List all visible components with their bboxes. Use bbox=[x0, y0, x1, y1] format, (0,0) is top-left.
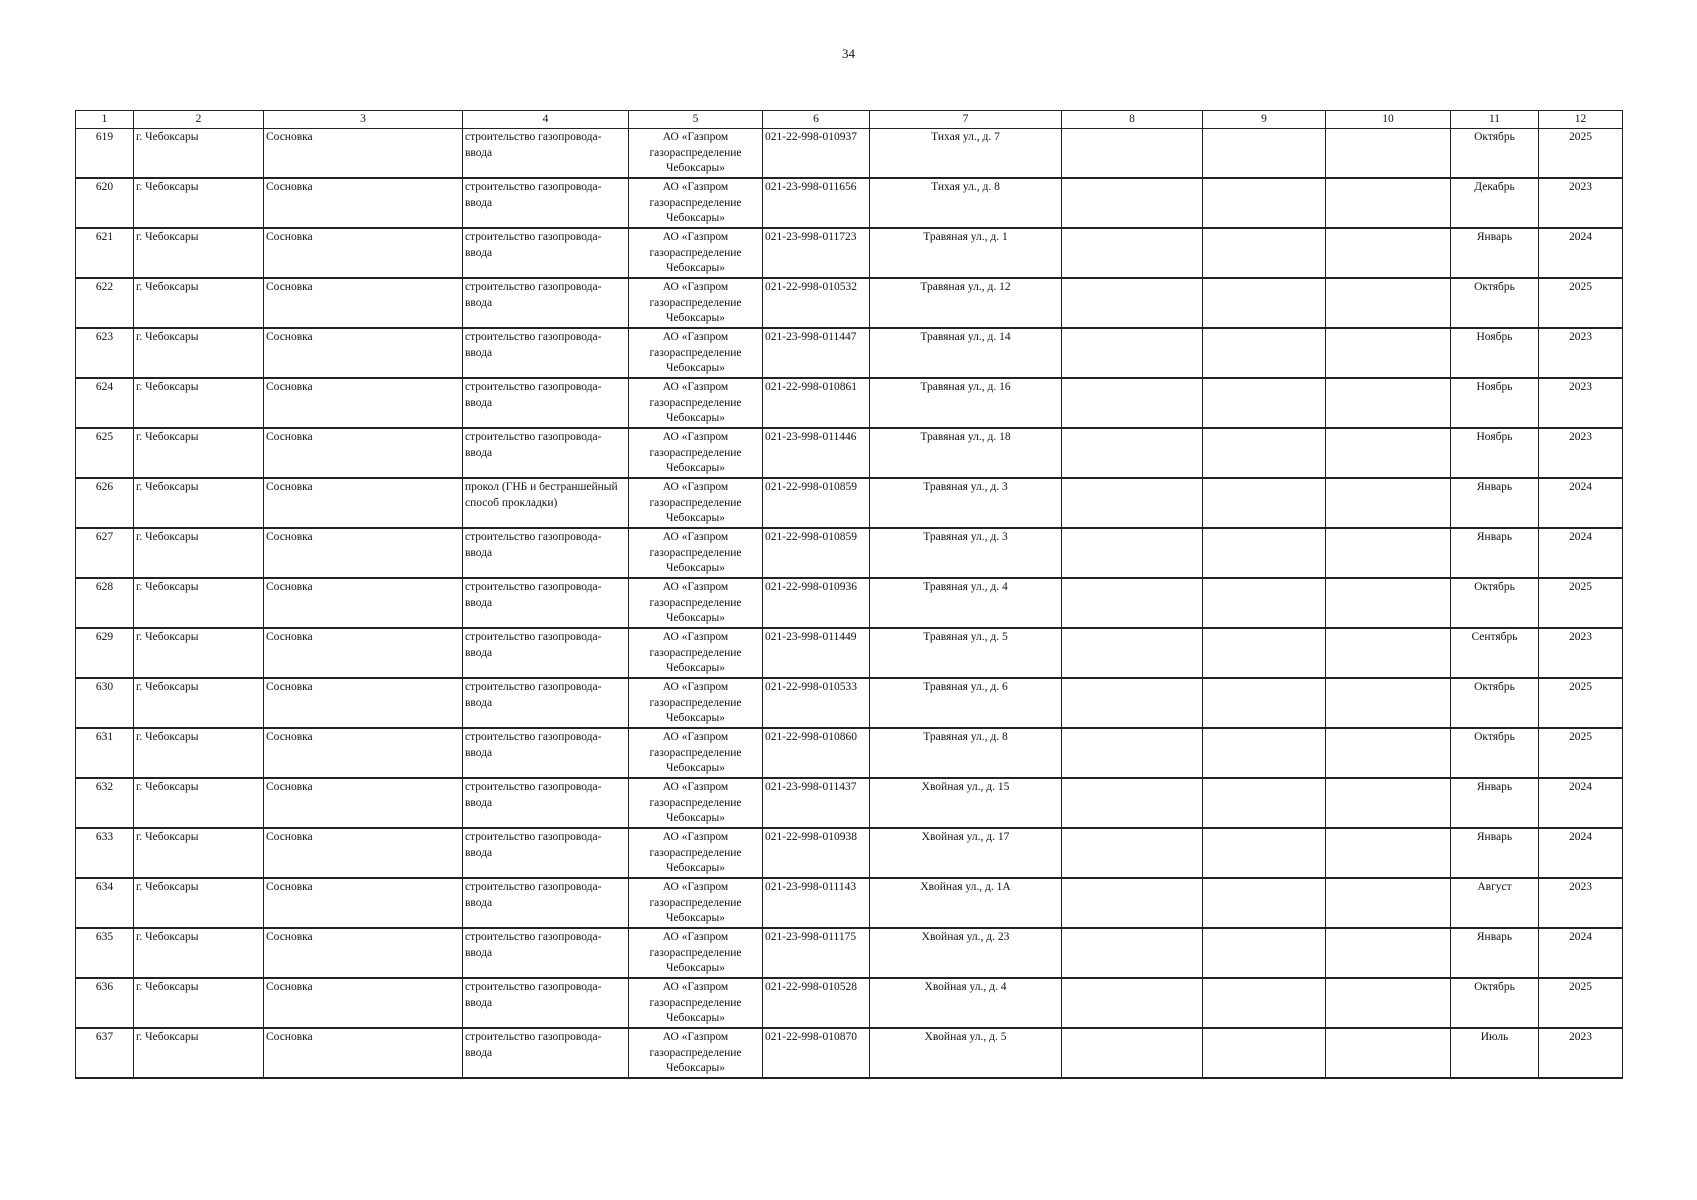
address-cell: Хвойная ул., д. 4 bbox=[870, 978, 1062, 1028]
address-cell: Травяная ул., д. 3 bbox=[870, 478, 1062, 528]
year-cell: 2025 bbox=[1539, 578, 1623, 628]
column-8-cell bbox=[1062, 928, 1203, 978]
column-8-cell bbox=[1062, 728, 1203, 778]
table-row bbox=[76, 628, 1623, 678]
city-cell: г. Чебоксары bbox=[134, 628, 264, 678]
year-cell: 2023 bbox=[1539, 328, 1623, 378]
column-8-cell bbox=[1062, 228, 1203, 278]
address-cell: Травяная ул., д. 16 bbox=[870, 378, 1062, 428]
column-10-cell bbox=[1326, 278, 1451, 328]
column-10-cell bbox=[1326, 228, 1451, 278]
city-cell: г. Чебоксары bbox=[134, 178, 264, 228]
year-cell: 2023 bbox=[1539, 378, 1623, 428]
city-cell: г. Чебоксары bbox=[134, 828, 264, 878]
row-number: 629 bbox=[76, 628, 134, 678]
table-row bbox=[76, 228, 1623, 278]
application-code-cell: 021-22-998-010870 bbox=[763, 1028, 870, 1078]
row-number: 623 bbox=[76, 328, 134, 378]
year-cell: 2023 bbox=[1539, 628, 1623, 678]
header-row bbox=[76, 111, 1623, 129]
organization-cell: АО «Газпром газораспределение Чебоксары» bbox=[629, 828, 763, 878]
row-number: 633 bbox=[76, 828, 134, 878]
organization-cell: АО «Газпром газораспределение Чебоксары» bbox=[629, 778, 763, 828]
month-cell: Январь bbox=[1451, 478, 1539, 528]
city-cell: г. Чебоксары bbox=[134, 978, 264, 1028]
column-header-5: 5 bbox=[629, 111, 763, 129]
district-cell: Сосновка bbox=[264, 978, 463, 1028]
application-code-cell: 021-22-998-010937 bbox=[763, 129, 870, 179]
organization-cell: АО «Газпром газораспределение Чебоксары» bbox=[629, 528, 763, 578]
column-header-10: 10 bbox=[1326, 111, 1451, 129]
column-header-7: 7 bbox=[870, 111, 1062, 129]
column-9-cell bbox=[1203, 628, 1326, 678]
column-8-cell bbox=[1062, 678, 1203, 728]
column-9-cell bbox=[1203, 778, 1326, 828]
district-cell: Сосновка bbox=[264, 828, 463, 878]
address-cell: Травяная ул., д. 14 bbox=[870, 328, 1062, 378]
organization-cell: АО «Газпром газораспределение Чебоксары» bbox=[629, 129, 763, 179]
year-cell: 2024 bbox=[1539, 828, 1623, 878]
column-8-cell bbox=[1062, 578, 1203, 628]
address-cell: Травяная ул., д. 6 bbox=[870, 678, 1062, 728]
table-row bbox=[76, 778, 1623, 828]
application-code-cell: 021-23-998-011437 bbox=[763, 778, 870, 828]
row-number: 630 bbox=[76, 678, 134, 728]
organization-cell: АО «Газпром газораспределение Чебоксары» bbox=[629, 328, 763, 378]
row-number: 632 bbox=[76, 778, 134, 828]
organization-cell: АО «Газпром газораспределение Чебоксары» bbox=[629, 728, 763, 778]
work-type-cell: строительство газопровода-ввода bbox=[463, 428, 629, 478]
address-cell: Травяная ул., д. 5 bbox=[870, 628, 1062, 678]
column-8-cell bbox=[1062, 628, 1203, 678]
year-cell: 2023 bbox=[1539, 178, 1623, 228]
work-type-cell: строительство газопровода-ввода bbox=[463, 628, 629, 678]
row-number: 631 bbox=[76, 728, 134, 778]
work-type-cell: строительство газопровода-ввода bbox=[463, 778, 629, 828]
address-cell: Хвойная ул., д. 5 bbox=[870, 1028, 1062, 1078]
month-cell: Июль bbox=[1451, 1028, 1539, 1078]
application-code-cell: 021-23-998-011449 bbox=[763, 628, 870, 678]
address-cell: Травяная ул., д. 8 bbox=[870, 728, 1062, 778]
column-10-cell bbox=[1326, 328, 1451, 378]
work-type-cell: строительство газопровода-ввода bbox=[463, 178, 629, 228]
table-row bbox=[76, 1028, 1623, 1078]
district-cell: Сосновка bbox=[264, 928, 463, 978]
column-10-cell bbox=[1326, 129, 1451, 179]
column-8-cell bbox=[1062, 528, 1203, 578]
column-10-cell bbox=[1326, 878, 1451, 928]
column-8-cell bbox=[1062, 1028, 1203, 1078]
district-cell: Сосновка bbox=[264, 178, 463, 228]
month-cell: Январь bbox=[1451, 528, 1539, 578]
row-number: 627 bbox=[76, 528, 134, 578]
district-cell: Сосновка bbox=[264, 678, 463, 728]
application-code-cell: 021-22-998-010936 bbox=[763, 578, 870, 628]
column-header-8: 8 bbox=[1062, 111, 1203, 129]
column-10-cell bbox=[1326, 928, 1451, 978]
organization-cell: АО «Газпром газораспределение Чебоксары» bbox=[629, 578, 763, 628]
month-cell: Ноябрь bbox=[1451, 328, 1539, 378]
application-code-cell: 021-23-998-011447 bbox=[763, 328, 870, 378]
column-header-1: 1 bbox=[76, 111, 134, 129]
column-header-2: 2 bbox=[134, 111, 264, 129]
column-8-cell bbox=[1062, 978, 1203, 1028]
row-number: 628 bbox=[76, 578, 134, 628]
work-type-cell: строительство газопровода-ввода bbox=[463, 278, 629, 328]
column-9-cell bbox=[1203, 178, 1326, 228]
month-cell: Январь bbox=[1451, 228, 1539, 278]
year-cell: 2025 bbox=[1539, 678, 1623, 728]
column-8-cell bbox=[1062, 278, 1203, 328]
address-cell: Травяная ул., д. 4 bbox=[870, 578, 1062, 628]
column-header-12: 12 bbox=[1539, 111, 1623, 129]
column-10-cell bbox=[1326, 578, 1451, 628]
district-cell: Сосновка bbox=[264, 129, 463, 179]
address-cell: Травяная ул., д. 18 bbox=[870, 428, 1062, 478]
table-body bbox=[76, 129, 1623, 1079]
row-number: 619 bbox=[76, 129, 134, 179]
work-type-cell: строительство газопровода-ввода bbox=[463, 378, 629, 428]
row-number: 621 bbox=[76, 228, 134, 278]
table-row bbox=[76, 478, 1623, 528]
district-cell: Сосновка bbox=[264, 1028, 463, 1078]
column-10-cell bbox=[1326, 978, 1451, 1028]
column-10-cell bbox=[1326, 528, 1451, 578]
column-8-cell bbox=[1062, 778, 1203, 828]
column-8-cell bbox=[1062, 478, 1203, 528]
column-9-cell bbox=[1203, 478, 1326, 528]
column-10-cell bbox=[1326, 828, 1451, 878]
row-number: 635 bbox=[76, 928, 134, 978]
month-cell: Январь bbox=[1451, 928, 1539, 978]
column-9-cell bbox=[1203, 978, 1326, 1028]
application-code-cell: 021-22-998-010860 bbox=[763, 728, 870, 778]
application-code-cell: 021-23-998-011175 bbox=[763, 928, 870, 978]
column-header-4: 4 bbox=[463, 111, 629, 129]
table-row bbox=[76, 278, 1623, 328]
address-cell: Хвойная ул., д. 1А bbox=[870, 878, 1062, 928]
organization-cell: АО «Газпром газораспределение Чебоксары» bbox=[629, 628, 763, 678]
district-cell: Сосновка bbox=[264, 378, 463, 428]
row-number: 622 bbox=[76, 278, 134, 328]
city-cell: г. Чебоксары bbox=[134, 278, 264, 328]
year-cell: 2025 bbox=[1539, 129, 1623, 179]
column-9-cell bbox=[1203, 528, 1326, 578]
application-code-cell: 021-22-998-010533 bbox=[763, 678, 870, 728]
table-row bbox=[76, 578, 1623, 628]
organization-cell: АО «Газпром газораспределение Чебоксары» bbox=[629, 278, 763, 328]
table-row bbox=[76, 178, 1623, 228]
table-row bbox=[76, 678, 1623, 728]
work-type-cell: строительство газопровода-ввода bbox=[463, 1028, 629, 1078]
application-code-cell: 021-22-998-010859 bbox=[763, 528, 870, 578]
table-row bbox=[76, 828, 1623, 878]
column-header-3: 3 bbox=[264, 111, 463, 129]
month-cell: Сентябрь bbox=[1451, 628, 1539, 678]
column-9-cell bbox=[1203, 428, 1326, 478]
organization-cell: АО «Газпром газораспределение Чебоксары» bbox=[629, 978, 763, 1028]
address-cell: Травяная ул., д. 12 bbox=[870, 278, 1062, 328]
column-9-cell bbox=[1203, 928, 1326, 978]
column-10-cell bbox=[1326, 478, 1451, 528]
table-row bbox=[76, 928, 1623, 978]
row-number: 625 bbox=[76, 428, 134, 478]
address-cell: Травяная ул., д. 3 bbox=[870, 528, 1062, 578]
month-cell: Ноябрь bbox=[1451, 428, 1539, 478]
address-cell: Тихая ул., д. 8 bbox=[870, 178, 1062, 228]
city-cell: г. Чебоксары bbox=[134, 1028, 264, 1078]
address-cell: Хвойная ул., д. 17 bbox=[870, 828, 1062, 878]
year-cell: 2023 bbox=[1539, 878, 1623, 928]
row-number: 620 bbox=[76, 178, 134, 228]
address-cell: Хвойная ул., д. 15 bbox=[870, 778, 1062, 828]
application-code-cell: 021-23-998-011723 bbox=[763, 228, 870, 278]
column-10-cell bbox=[1326, 178, 1451, 228]
column-8-cell bbox=[1062, 878, 1203, 928]
district-cell: Сосновка bbox=[264, 228, 463, 278]
city-cell: г. Чебоксары bbox=[134, 578, 264, 628]
column-8-cell bbox=[1062, 178, 1203, 228]
city-cell: г. Чебоксары bbox=[134, 528, 264, 578]
district-cell: Сосновка bbox=[264, 878, 463, 928]
month-cell: Октябрь bbox=[1451, 678, 1539, 728]
organization-cell: АО «Газпром газораспределение Чебоксары» bbox=[629, 478, 763, 528]
column-8-cell bbox=[1062, 328, 1203, 378]
work-type-cell: строительство газопровода-ввода bbox=[463, 878, 629, 928]
column-9-cell bbox=[1203, 878, 1326, 928]
year-cell: 2024 bbox=[1539, 528, 1623, 578]
city-cell: г. Чебоксары bbox=[134, 678, 264, 728]
gas-connection-table bbox=[75, 110, 1623, 1079]
column-9-cell bbox=[1203, 578, 1326, 628]
work-type-cell: строительство газопровода-ввода bbox=[463, 928, 629, 978]
column-10-cell bbox=[1326, 1028, 1451, 1078]
year-cell: 2025 bbox=[1539, 278, 1623, 328]
column-9-cell bbox=[1203, 328, 1326, 378]
application-code-cell: 021-23-998-011446 bbox=[763, 428, 870, 478]
table-row bbox=[76, 428, 1623, 478]
month-cell: Октябрь bbox=[1451, 728, 1539, 778]
column-9-cell bbox=[1203, 828, 1326, 878]
application-code-cell: 021-23-998-011656 bbox=[763, 178, 870, 228]
column-10-cell bbox=[1326, 428, 1451, 478]
table-row bbox=[76, 378, 1623, 428]
organization-cell: АО «Газпром газораспределение Чебоксары» bbox=[629, 378, 763, 428]
organization-cell: АО «Газпром газораспределение Чебоксары» bbox=[629, 228, 763, 278]
application-code-cell: 021-22-998-010532 bbox=[763, 278, 870, 328]
organization-cell: АО «Газпром газораспределение Чебоксары» bbox=[629, 178, 763, 228]
organization-cell: АО «Газпром газораспределение Чебоксары» bbox=[629, 878, 763, 928]
city-cell: г. Чебоксары bbox=[134, 428, 264, 478]
work-type-cell: строительство газопровода-ввода bbox=[463, 578, 629, 628]
application-code-cell: 021-22-998-010859 bbox=[763, 478, 870, 528]
city-cell: г. Чебоксары bbox=[134, 228, 264, 278]
work-type-cell: прокол (ГНБ и бестраншейный способ прокладки) bbox=[463, 478, 629, 528]
district-cell: Сосновка bbox=[264, 328, 463, 378]
column-9-cell bbox=[1203, 678, 1326, 728]
column-8-cell bbox=[1062, 428, 1203, 478]
column-9-cell bbox=[1203, 1028, 1326, 1078]
column-8-cell bbox=[1062, 378, 1203, 428]
address-cell: Тихая ул., д. 7 bbox=[870, 129, 1062, 179]
row-number: 637 bbox=[76, 1028, 134, 1078]
city-cell: г. Чебоксары bbox=[134, 778, 264, 828]
work-type-cell: строительство газопровода-ввода bbox=[463, 978, 629, 1028]
column-9-cell bbox=[1203, 129, 1326, 179]
year-cell: 2023 bbox=[1539, 428, 1623, 478]
work-type-cell: строительство газопровода-ввода bbox=[463, 528, 629, 578]
column-header-6: 6 bbox=[763, 111, 870, 129]
application-code-cell: 021-23-998-011143 bbox=[763, 878, 870, 928]
column-10-cell bbox=[1326, 378, 1451, 428]
table-row bbox=[76, 328, 1623, 378]
year-cell: 2025 bbox=[1539, 978, 1623, 1028]
district-cell: Сосновка bbox=[264, 428, 463, 478]
column-9-cell bbox=[1203, 228, 1326, 278]
organization-cell: АО «Газпром газораспределение Чебоксары» bbox=[629, 678, 763, 728]
address-cell: Травяная ул., д. 1 bbox=[870, 228, 1062, 278]
district-cell: Сосновка bbox=[264, 278, 463, 328]
row-number: 634 bbox=[76, 878, 134, 928]
table-header bbox=[76, 111, 1623, 129]
district-cell: Сосновка bbox=[264, 478, 463, 528]
application-code-cell: 021-22-998-010861 bbox=[763, 378, 870, 428]
month-cell: Январь bbox=[1451, 778, 1539, 828]
organization-cell: АО «Газпром газораспределение Чебоксары» bbox=[629, 1028, 763, 1078]
work-type-cell: строительство газопровода-ввода bbox=[463, 129, 629, 179]
month-cell: Октябрь bbox=[1451, 578, 1539, 628]
column-10-cell bbox=[1326, 728, 1451, 778]
district-cell: Сосновка bbox=[264, 628, 463, 678]
year-cell: 2024 bbox=[1539, 778, 1623, 828]
row-number: 636 bbox=[76, 978, 134, 1028]
month-cell: Октябрь bbox=[1451, 978, 1539, 1028]
work-type-cell: строительство газопровода-ввода bbox=[463, 328, 629, 378]
month-cell: Октябрь bbox=[1451, 278, 1539, 328]
application-code-cell: 021-22-998-010938 bbox=[763, 828, 870, 878]
column-9-cell bbox=[1203, 278, 1326, 328]
column-10-cell bbox=[1326, 628, 1451, 678]
city-cell: г. Чебоксары bbox=[134, 878, 264, 928]
organization-cell: АО «Газпром газораспределение Чебоксары» bbox=[629, 928, 763, 978]
column-9-cell bbox=[1203, 728, 1326, 778]
district-cell: Сосновка bbox=[264, 778, 463, 828]
column-header-9: 9 bbox=[1203, 111, 1326, 129]
year-cell: 2025 bbox=[1539, 728, 1623, 778]
table-row bbox=[76, 129, 1623, 179]
page-number: 34 bbox=[842, 46, 855, 61]
column-8-cell bbox=[1062, 129, 1203, 179]
application-code-cell: 021-22-998-010528 bbox=[763, 978, 870, 1028]
address-cell: Хвойная ул., д. 23 bbox=[870, 928, 1062, 978]
month-cell: Декабрь bbox=[1451, 178, 1539, 228]
city-cell: г. Чебоксары bbox=[134, 728, 264, 778]
year-cell: 2024 bbox=[1539, 228, 1623, 278]
city-cell: г. Чебоксары bbox=[134, 478, 264, 528]
district-cell: Сосновка bbox=[264, 528, 463, 578]
work-type-cell: строительство газопровода-ввода bbox=[463, 828, 629, 878]
year-cell: 2024 bbox=[1539, 478, 1623, 528]
district-cell: Сосновка bbox=[264, 728, 463, 778]
month-cell: Август bbox=[1451, 878, 1539, 928]
city-cell: г. Чебоксары bbox=[134, 928, 264, 978]
column-10-cell bbox=[1326, 678, 1451, 728]
column-8-cell bbox=[1062, 828, 1203, 878]
month-cell: Октябрь bbox=[1451, 129, 1539, 179]
city-cell: г. Чебоксары bbox=[134, 378, 264, 428]
column-9-cell bbox=[1203, 378, 1326, 428]
year-cell: 2024 bbox=[1539, 928, 1623, 978]
row-number: 624 bbox=[76, 378, 134, 428]
month-cell: Ноябрь bbox=[1451, 378, 1539, 428]
work-type-cell: строительство газопровода-ввода bbox=[463, 228, 629, 278]
organization-cell: АО «Газпром газораспределение Чебоксары» bbox=[629, 428, 763, 478]
table-row bbox=[76, 978, 1623, 1028]
table-row bbox=[76, 878, 1623, 928]
column-10-cell bbox=[1326, 778, 1451, 828]
table-row bbox=[76, 528, 1623, 578]
work-type-cell: строительство газопровода-ввода bbox=[463, 678, 629, 728]
table-row bbox=[76, 728, 1623, 778]
row-number: 626 bbox=[76, 478, 134, 528]
city-cell: г. Чебоксары bbox=[134, 129, 264, 179]
city-cell: г. Чебоксары bbox=[134, 328, 264, 378]
district-cell: Сосновка bbox=[264, 578, 463, 628]
work-type-cell: строительство газопровода-ввода bbox=[463, 728, 629, 778]
column-header-11: 11 bbox=[1451, 111, 1539, 129]
year-cell: 2023 bbox=[1539, 1028, 1623, 1078]
month-cell: Январь bbox=[1451, 828, 1539, 878]
